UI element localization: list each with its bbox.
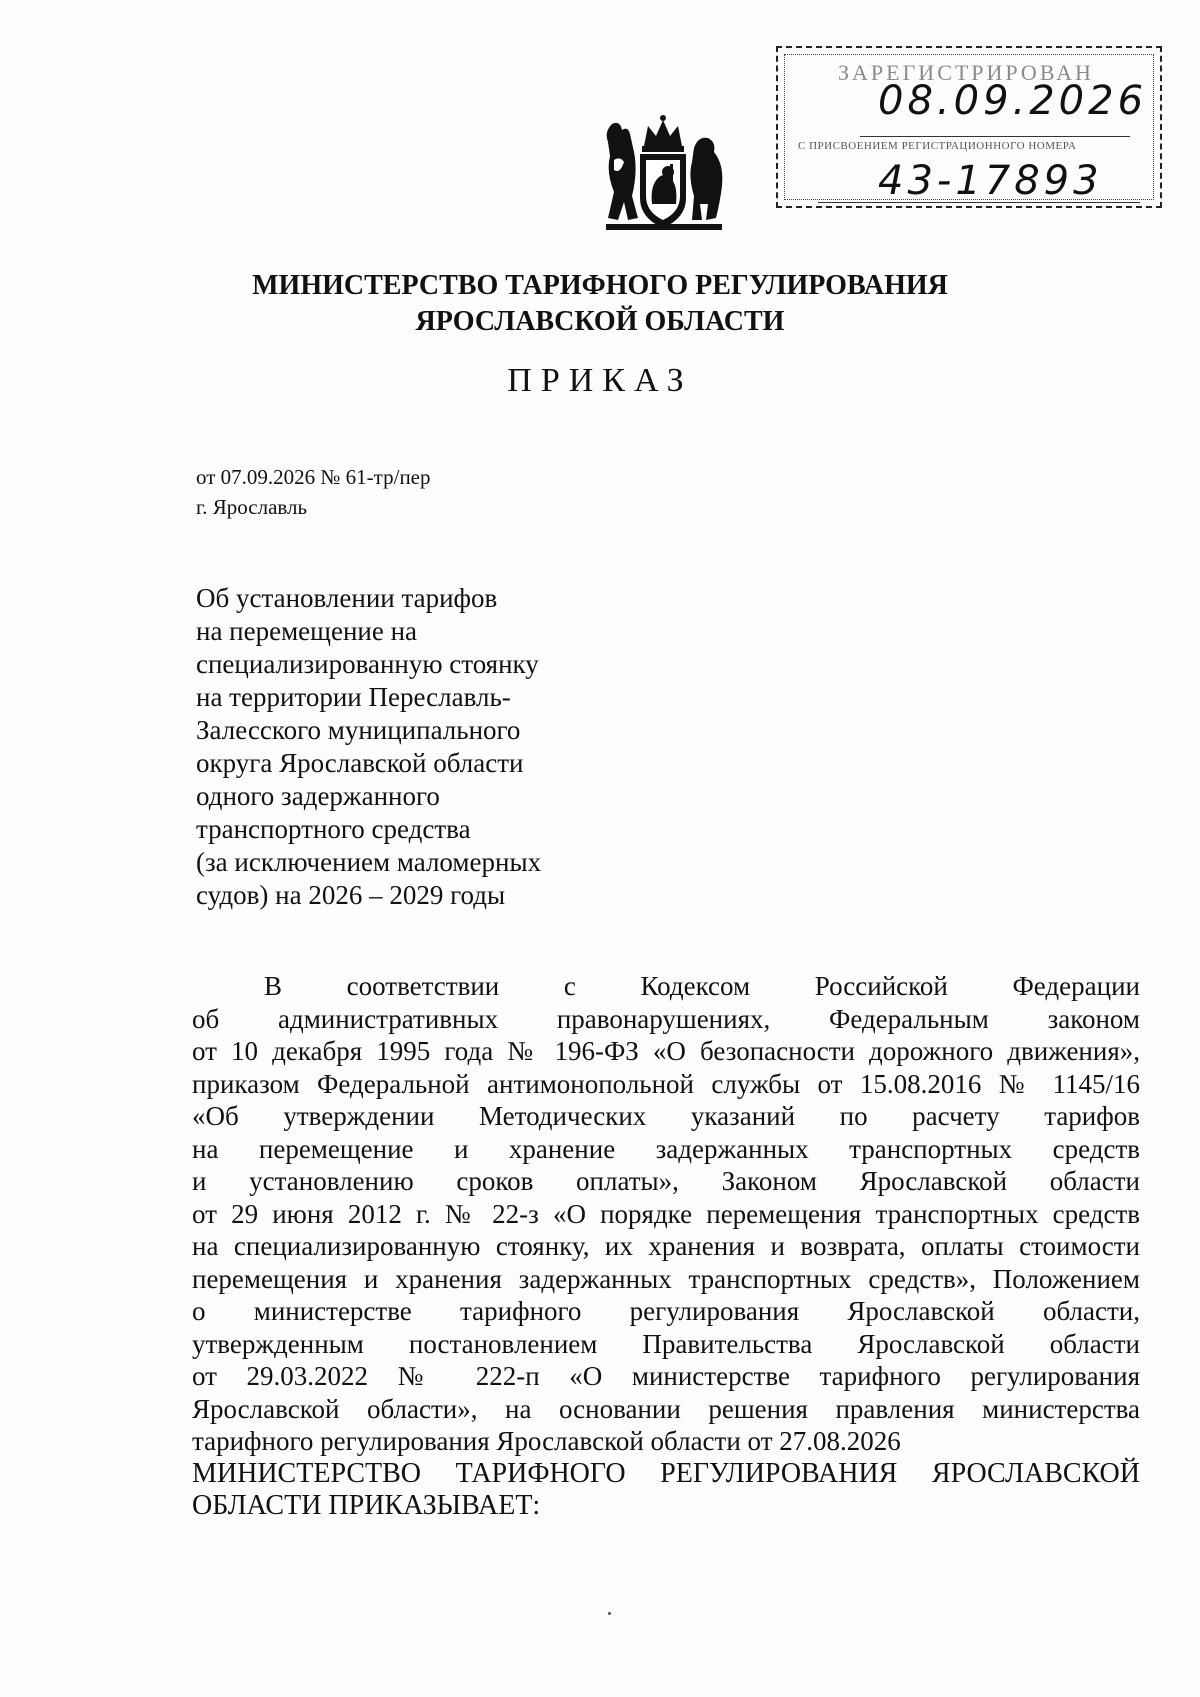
document-date-number: от 07.09.2026 № 61-тр/пер	[196, 465, 431, 489]
body-line: и установлению сроков оплаты», Законом Ярославской области	[192, 1166, 1140, 1196]
subject-line: округа Ярославской области	[196, 748, 524, 778]
ministry-name-line: МИНИСТЕРСТВО ТАРИФНОГО РЕГУЛИРОВАНИЯ	[252, 270, 948, 301]
body-line: от 29.03.2022 № 222-п «О министерстве тарифного регулирования	[192, 1361, 1140, 1391]
body-line: «Об утверждении Методических указаний по расчету тарифов	[192, 1101, 1140, 1131]
subject-line: специализированную стоянку	[196, 649, 539, 679]
subject-line: транспортного средства	[196, 814, 471, 844]
body-line: Ярославской области», на основании решения правления министерства	[192, 1393, 1140, 1424]
ministry-name	[0, 268, 1200, 340]
order-line: ОБЛАСТИ ПРИКАЗЫВАЕТ:	[192, 1490, 541, 1521]
document-body	[192, 970, 1140, 1523]
body-line: тарифного регулирования Ярославской области от 27.08.2026	[192, 1426, 901, 1456]
body-line: от 10 декабря 1995 года № 196-ФЗ «О безопасности дорожного движения»,	[192, 1036, 1140, 1066]
document-meta	[196, 462, 431, 522]
subject-line: Об установлении тарифов	[196, 583, 498, 613]
subject-line: на территории Переславль-	[196, 682, 511, 712]
coat-of-arms-icon	[598, 112, 728, 242]
body-line: об административных правонарушениях, Федеральным законом	[192, 1003, 1140, 1034]
body-line: утвержденным постановлением Правительства Ярославской области	[192, 1328, 1140, 1359]
stamp-caption: С ПРИСВОЕНИЕМ РЕГИСТРАЦИОННОГО НОМЕРА	[798, 140, 1077, 152]
stamp-date: 08.09.2026	[878, 78, 1148, 124]
body-line: от 29 июня 2012 г. № 22-з «О порядке перемещения транспортных средств	[192, 1198, 1140, 1229]
subject-line: Залесского муниципального	[196, 715, 521, 745]
document-subject	[196, 582, 616, 912]
subject-line: одного задержанного	[196, 781, 440, 811]
stamp-title: ЗАРЕГИСТРИРОВАН	[838, 60, 1094, 85]
ministry-name-line: ЯРОСЛАВСКОЙ ОБЛАСТИ	[415, 306, 785, 337]
document-type: ПРИКАЗ	[507, 362, 693, 399]
order-line: МИНИСТЕРСТВО ТАРИФНОГО РЕГУЛИРОВАНИЯ ЯРОСЛАВСКОЙ	[192, 1457, 1140, 1489]
subject-line: судов) на 2026 – 2029 годы	[196, 880, 506, 910]
document-city: г. Ярославль	[196, 495, 308, 519]
body-line: на перемещение и хранение задержанных транспортных средств	[192, 1133, 1140, 1164]
body-line: на специализированную стоянку, их хранения и возврата, оплаты стоимости	[192, 1231, 1140, 1261]
stamp-divider	[818, 202, 1140, 203]
body-line: В соответствии с Кодексом Российской Федерации	[264, 971, 1140, 1001]
body-line: перемещения и хранения задержанных транспортных средств», Положением	[192, 1263, 1140, 1294]
page-speck	[608, 1612, 611, 1615]
stamp-divider	[860, 136, 1130, 137]
body-line: о министерстве тарифного регулирования Ярославской области,	[192, 1296, 1140, 1326]
body-line: приказом Федеральной антимонопольной службы от 15.08.2016 № 1145/16	[192, 1068, 1140, 1099]
subject-line: на перемещение на	[196, 616, 418, 646]
registration-stamp	[776, 46, 1162, 208]
stamp-registration-number: 43-17893	[878, 158, 1103, 204]
subject-line: (за исключением маломерных	[196, 847, 542, 877]
